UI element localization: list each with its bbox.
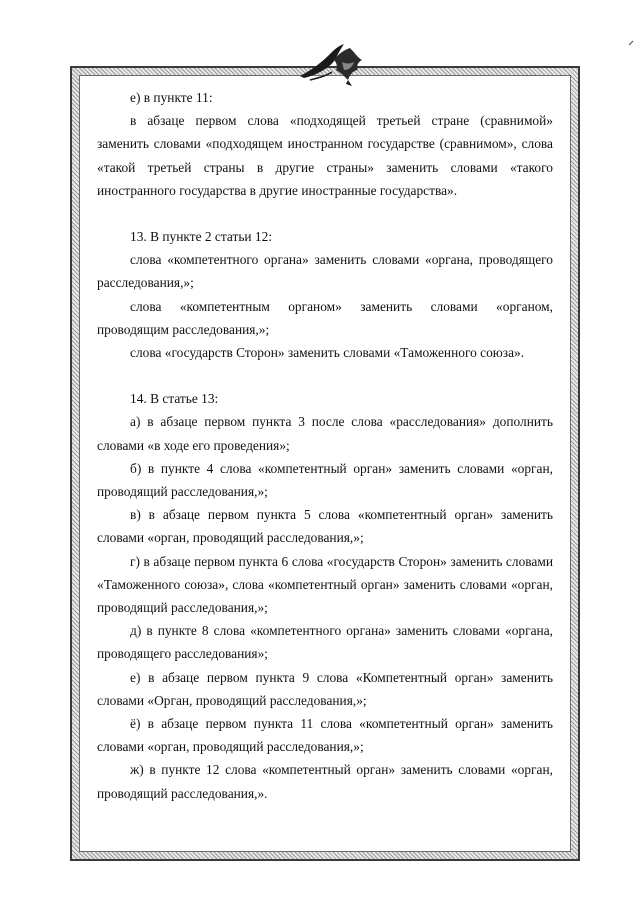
amendment-paragraph: слова «компетентным органом» заменить словами «органом, проводящим расследования,»; [97,298,553,337]
section-heading: 13. В пункте 2 статьи 12: [130,229,273,245]
spacer [97,364,553,387]
amendment-paragraph: ж) в пункте 12 слова «компетентный орган» заменить словами «орган, проводящий расследования,». [97,762,553,801]
section-heading: е) в пункте 11: [130,90,213,105]
spacer [97,202,553,225]
amendment-paragraph: слова «компетентного органа» заменить словами «органа, проводящего расследования,»; [97,252,553,291]
amendment-paragraph: в) в абзаце первом пункта 5 слова «компетентный орган» заменить словами «орган, проводящий расследования,»; [97,507,553,546]
corner-scan-mark [628,40,634,46]
amendment-paragraph: д) в пункте 8 слова «компетентного органа» заменить словами «органа, проводящего расследования»; [97,623,553,662]
amendment-paragraph: в абзаце первом слова «подходящей третьей стране (сравнимой» заменить словами «подходящем иностранном государстве (сравнимом», слова «такой третьей страны в другие страны» заменить словами «такого иностранного государства в другие иностранные государства». [97,113,553,198]
amendment-paragraph: г) в абзаце первом пункта 6 слова «государств Сторон» заменить словами «Таможенного союза», слова «компетентный орган» заменить словами «орган, проводящий расследования,»; [97,553,553,616]
amendment-paragraph: ё) в абзаце первом пункта 11 слова «компетентный орган» заменить словами «орган, проводящий расследования,»; [97,716,553,755]
amendment-paragraph: б) в пункте 4 слова «компетентный орган» заменить словами «орган, проводящий расследования,»; [97,460,553,500]
document-body [97,86,553,805]
eagle-emblem-icon [298,40,370,90]
amendment-paragraph: е) в абзаце первом пункта 9 слова «Компетентный орган» заменить словами «Орган, проводящий расследования,»; [97,669,553,708]
amendment-paragraph: а) в абзаце первом пункта 3 после слова «расследования» дополнить словами «в ходе его проведения»; [97,414,553,453]
amendment-paragraph: слова «государств Сторон» заменить словами «Таможенного союза». [130,345,525,361]
section-heading: 14. В статье 13: [130,391,219,407]
